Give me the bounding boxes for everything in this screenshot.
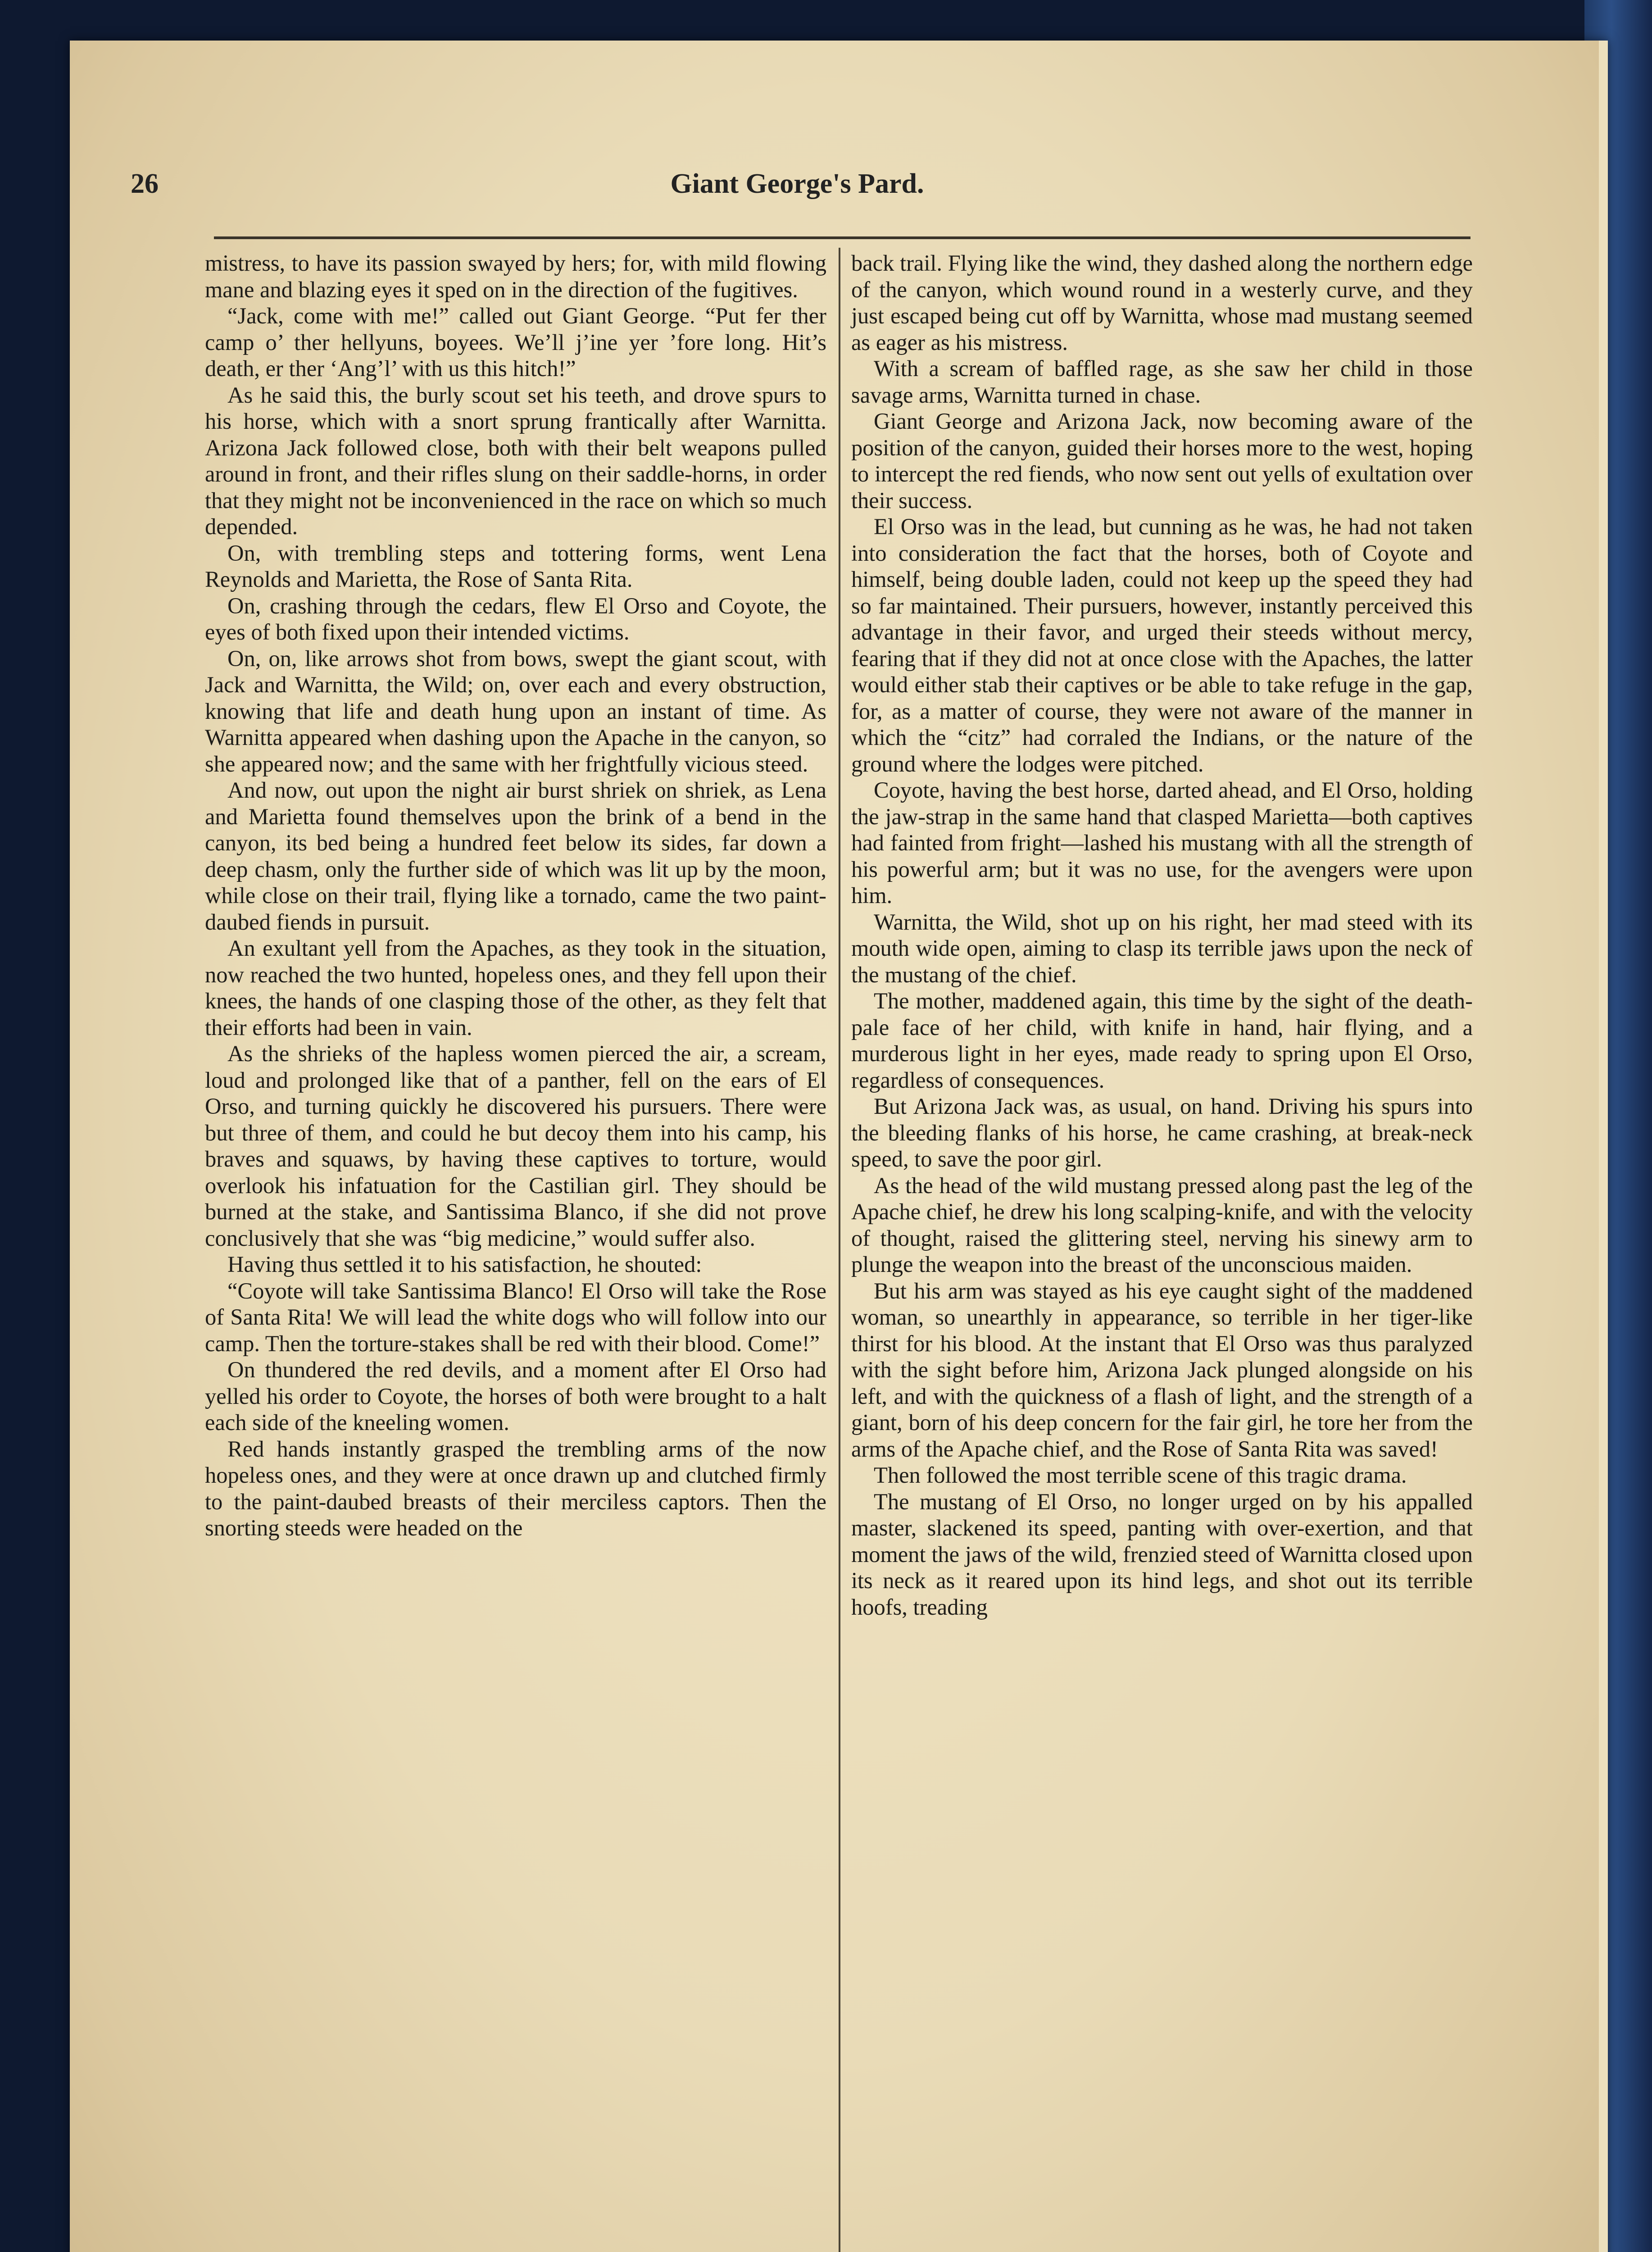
running-title: Giant George's Pard.	[670, 168, 924, 199]
paragraph: Giant George and Arizona Jack, now becoming aware of the position of the canyon, guided their horses more to the west, hoping to intercept the red fiends, who now sent out yells of exultation over their success.	[851, 409, 1473, 513]
page-number: 26	[131, 168, 159, 199]
paragraph: But his arm was stayed as his eye caught sight of the maddened woman, so unearthly in appearance, so terrible in her tiger-like thirst for his blood. At the instant that El Orso was thus paralyzed with the sight before him, Arizona Jack plunged alongside on his left, and with the quickness of a flash of light, and the strength of a giant, born of his deep concern for the fair girl, he tore her from the arms of the Apache chief, and the Rose of Santa Rita was saved!	[851, 1278, 1473, 1462]
header-rule	[214, 236, 1470, 239]
paragraph: The mustang of El Orso, no longer urged on by his appalled master, slackened its speed, panting with over-exertion, and that moment the jaws of the wild, frenzied steed of Warnitta closed upon its neck as it reared upon its hind legs, and shot out its terrible hoofs, treading	[851, 1489, 1473, 1620]
paragraph: Warnitta, the Wild, shot up on his right, her mad steed with its mouth wide open, aiming to clasp its terrible jaws upon the neck of the mustang of the chief.	[851, 909, 1473, 987]
paragraph: As he said this, the burly scout set his teeth, and drove spurs to his horse, which with a snort sprung frantically after Warnitta. Arizona Jack followed close, both with their belt weapons pulled around in front, and their rifles slung on their saddle-horns, in order that they might not be inconvenienced in the race on which so much depended.	[205, 382, 826, 539]
right-column	[851, 250, 1473, 1620]
paragraph: mistress, to have its passion swayed by hers; for, with mild flowing mane and blazing eyes it sped on in the direction of the fugitives.	[205, 250, 826, 302]
paragraph: And now, out upon the night air burst shriek on shriek, as Lena and Marietta found themselves upon the brink of a bend in the canyon, its bed being a hundred feet below its sides, far down a deep chasm, only the further side of which was lit up by the moon, while close on their trail, flying like a tornado, came the two paint-daubed fiends in pursuit.	[205, 777, 826, 935]
paragraph: Red hands instantly grasped the trembling arms of the now hopeless ones, and they were at once drawn up and clutched firmly to the paint-daubed breasts of their merciless captors. Then the snorting steeds were headed on the	[205, 1436, 826, 1540]
paragraph: An exultant yell from the Apaches, as they took in the situation, now reached the two hunted, hopeless ones, and they fell upon their knees, the hands of one clasping those of the other, as they felt that their efforts had been in vain.	[205, 935, 826, 1040]
paragraph: On, on, like arrows shot from bows, swept the giant scout, with Jack and Warnitta, the Wild; on, over each and every obstruction, knowing that life and death hung upon an instant of time. As Warnitta appeared when dashing upon the Apache in the canyon, so she appeared now; and the same with her frightfully vicious steed.	[205, 645, 826, 776]
paragraph: As the head of the wild mustang pressed along past the leg of the Apache chief, he drew his long scalping-knife, and with the velocity of thought, raised the glittering steel, nerving his sinewy arm to plunge the weapon into the breast of the unconscious maiden.	[851, 1172, 1473, 1277]
paragraph: El Orso was in the lead, but cunning as he was, he had not taken into consideration the fact that the horses, both of Coyote and himself, being double laden, could not keep up the speed they had so far maintained. Their pursuers, however, instantly perceived this advantage in their favor, and urged their steeds without mercy, fearing that if they did not at once close with the Apaches, the latter would either stab their captives or be able to take refuge in the gap, for, as a matter of course, they were not aware of the manner in which the “citz” had corraled the Indians, or the nature of the ground where the lodges were pitched.	[851, 514, 1473, 776]
paragraph: On, with trembling steps and tottering forms, went Lena Reynolds and Marietta, the Rose of Santa Rita.	[205, 540, 826, 592]
page-header	[131, 166, 1464, 206]
paragraph: Then followed the most terrible scene of this tragic drama.	[874, 1462, 1407, 1488]
paragraph: But Arizona Jack was, as usual, on hand. Driving his spurs into the bleeding flanks of his horse, he came crashing, at break-neck speed, to save the poor girl.	[851, 1094, 1473, 1171]
left-column	[205, 250, 826, 1541]
paragraph: “Coyote will take Santissima Blanco! El Orso will take the Rose of Santa Rita! We will lead the white dogs who will follow into our camp. Then the torture-stakes shall be red with their blood. Come!”	[205, 1278, 826, 1356]
paragraph: On thundered the red devils, and a moment after El Orso had yelled his order to Coyote, the horses of both were brought to a halt each side of the kneeling women.	[205, 1357, 826, 1435]
paragraph: Coyote, having the best horse, darted ahead, and El Orso, holding the jaw-strap in the same hand that clasped Marietta—both captives had fainted from fright—lashed his mustang with all the strength of his powerful arm; but it was no use, for the avengers were upon him.	[851, 777, 1473, 908]
paragraph: With a scream of baffled rage, as she saw her child in those savage arms, Warnitta turned in chase.	[851, 356, 1473, 408]
paragraph: back trail. Flying like the wind, they dashed along the northern edge of the canyon, which wound round in a westerly curve, and they just escaped being cut off by Warnitta, whose mad mustang seemed as eager as his mistress.	[851, 250, 1473, 355]
paragraph: As the shrieks of the hapless women pierced the air, a scream, loud and prolonged like that of a panther, fell on the ears of El Orso, and turning quickly he discovered his pursuers. There were but three of them, and could he but decoy them into his camp, his braves and squaws, by having these captives to torture, would overlook his infatuation for the Castilian girl. They should be burned at the stake, and Santissima Blanco, if she did not prove conclusively that she was “big medicine,” would suffer also.	[205, 1041, 826, 1251]
paragraph: On, crashing through the cedars, flew El Orso and Coyote, the eyes of both fixed upon their intended victims.	[205, 593, 826, 645]
column-divider	[839, 248, 840, 2252]
paragraph: Having thus settled it to his satisfaction, he shouted:	[227, 1252, 702, 1277]
paragraph: “Jack, come with me!” called out Giant George. “Put fer ther camp o’ ther hellyuns, boyees. We’ll j’ine yer ’fore long. Hit’s death, er ther ‘Ang’l’ with us this hitch!”	[205, 303, 826, 381]
paragraph: The mother, maddened again, this time by the sight of the death-pale face of her child, with knife in hand, hair flying, and a murderous light in her eyes, made ready to spring upon El Orso, regardless of consequences.	[851, 988, 1473, 1093]
